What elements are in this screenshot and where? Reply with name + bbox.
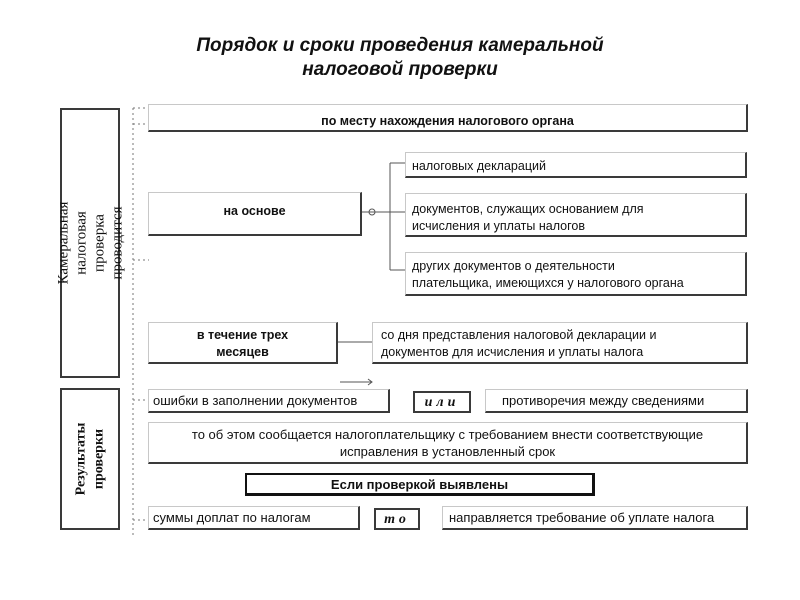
page-title-line-2: налоговой проверки [302,59,498,80]
documents-line-1: документов, служащих основанием для [412,202,644,216]
errors-box: ошибки в заполнении документов [148,389,390,413]
location-box: по месту нахождения налогового органа [148,104,748,132]
documents-box [405,193,747,237]
or-box: или [413,391,471,413]
declarations-box: налоговых деклараций [405,152,747,178]
notify-box [148,422,748,464]
other-documents-line-1: других документов о деятельности [412,259,615,273]
term-box [148,322,338,364]
notify-line-1: то об этом сообщается налогоплательщику с требованием внести соответствующие [191,427,704,442]
documents-line-2: исчисления и уплаты налогов [412,219,585,233]
left-label-inspection [55,108,126,378]
term-line-1: в течение трех [196,328,289,342]
other-documents-box [405,252,747,296]
requirement-box: направляется требование об уплате налога [442,506,748,530]
other-documents-line-2: плательщика, имеющихся у налогового органа [412,276,684,290]
notify-line-2: исправления в установленный срок [339,444,556,459]
if-found-box: Если проверкой выявлены [245,473,595,496]
page-title-line-1: Порядок и сроки проведения камеральной [196,35,604,56]
left-label-results [60,388,120,530]
basis-box: на основе [148,192,362,236]
contradictions-box: противоречия между сведениями [485,389,748,413]
term-description-line-1: со дня представления налоговой декларации и [381,328,657,342]
amounts-box: суммы доплат по налогам [148,506,360,530]
left-label-results-text: Результаты проверки [73,422,107,496]
left-label-inspection-text: Камеральная налоговая проверка проводится [55,201,126,285]
term-description-box [372,322,748,364]
term-line-2: месяцев [216,345,269,359]
term-description-line-2: документов для исчисления и уплаты налога [381,345,644,359]
then-box: то [374,508,420,530]
